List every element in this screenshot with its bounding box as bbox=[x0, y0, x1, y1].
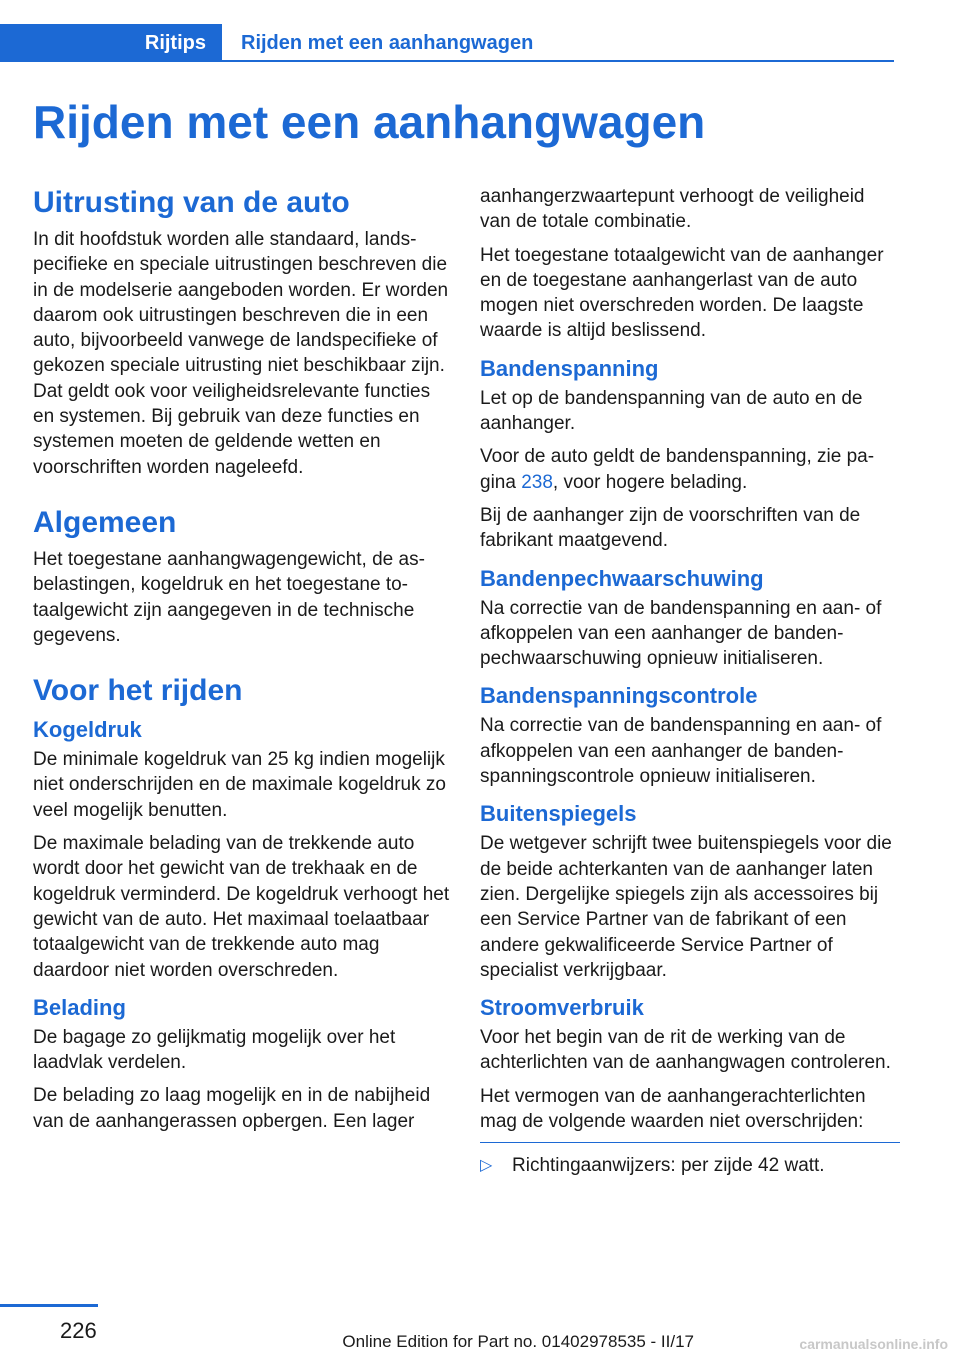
paragraph-stroomverbruik-2: Het vermogen van de aanhangerachterlichten mag de volgende waarden niet overschrijden: bbox=[480, 1085, 866, 1133]
heading-bandenspanning: Bandenspanning bbox=[480, 355, 659, 381]
heading-stroomverbruik: Stroomverbruik bbox=[480, 995, 644, 1021]
heading-bandenpechwaarschuwing: Bandenpechwaarschuwing bbox=[480, 565, 764, 591]
section-tab[interactable] bbox=[0, 24, 222, 62]
paragraph-bandenspanning-2-start: Voor de auto geldt de bandenspanning, zie pagina bbox=[480, 446, 875, 493]
heading-bandenspanningscontrole: Bandenspanningscontrole bbox=[480, 683, 758, 709]
paragraph-totaalgewicht: Het toegestane totaalgewicht van de aanhanger en de toegestane aanhangerlast van de auto mogen niet overschreden worden. De laagste waarde is altijd beslissend. bbox=[480, 244, 884, 342]
heading-voor-het-rijden: Voor het rijden bbox=[33, 674, 243, 708]
right-column bbox=[480, 184, 900, 1179]
paragraph-kogeldruk-1: De minimale kogeldruk van 25 kg indien mogelijk niet onderschrijden en de maximale kogeldruk zo veel mogelijk benutten. bbox=[33, 749, 446, 821]
triangle-bullet-icon: ▷ bbox=[480, 1157, 493, 1175]
section-tab-label: Rijtips bbox=[144, 31, 206, 54]
paragraph-bandenspanning-2-end: , voor hogere belading. bbox=[552, 471, 748, 493]
paragraph-belading-2: De belading zo laag mogelijk en in de nabijheid van de aanhangerassen opbergen. Een lager bbox=[33, 1085, 431, 1132]
page-reference-link[interactable]: 238 bbox=[521, 471, 553, 493]
paragraph-continued: aanhangerzwaartepunt verhoogt de veiligheid van de totale combinatie. bbox=[480, 186, 865, 233]
page-title: Rijden met een aanhangwagen bbox=[33, 96, 706, 148]
list-item bbox=[480, 1142, 900, 1178]
header-rule bbox=[222, 60, 894, 62]
left-column bbox=[33, 184, 453, 1142]
heading-kogeldruk: Kogeldruk bbox=[33, 717, 142, 743]
list-item-text: Richtingaanwijzers: per zijde 42 watt. bbox=[512, 1155, 825, 1177]
paragraph-bandenspanning-3: Bij de aanhanger zijn de voorschriften van de fabrikant maatgevend. bbox=[480, 504, 861, 552]
heading-algemeen: Algemeen bbox=[33, 505, 177, 539]
page-number: 226 bbox=[60, 1318, 97, 1343]
paragraph-buitenspiegels: De wetgever schrijft twee buitenspiegels voor die de beide achterkanten van de aanhanger laten zien. Dergelijke spiegels zijn als accessoires bij een Service Partner van de fabrikant of een andere gekwalificeerde Service Partner of specialist verkrijgbaar. bbox=[480, 833, 892, 981]
paragraph-bandenspanning-1: Let op de bandenspanning van de auto en de aanhanger. bbox=[480, 387, 863, 435]
paragraph-kogeldruk-2: De maximale belading van de trekkende auto wordt door het gewicht van de trekhaak en de kogeldruk verminderd. De kogeldruk verhoogt het gewicht van de auto. Het maximaal toelaatbaar totaalgewicht van de trekkende auto mag daardoor niet worden overschreden. bbox=[33, 833, 450, 981]
footer-rule bbox=[0, 1304, 98, 1307]
heading-belading: Belading bbox=[33, 994, 126, 1020]
watermark: carmanualsonline.info bbox=[799, 1336, 948, 1352]
paragraph-uitrusting: In dit hoofdstuk worden alle standaard, landspecifieke en speciale uitrustingen beschreven die in de modelserie aangeboden worden. Er worden daarom ook uitrustingen beschreven die in een auto, bijvoorbeeld vanwege de landspecifieke of gekozen speciale uitrusting niet beschikbaar zijn. Dat geldt ook voor veiligheidsrelevante functies en systemen. Bij gebruik van deze functies en systemen moeten de geldende wetten en voorschriften worden nageleefd. bbox=[33, 229, 449, 478]
paragraph-bandenspanning-2 bbox=[480, 444, 900, 495]
heading-buitenspiegels: Buitenspiegels bbox=[480, 801, 637, 827]
paragraph-stroomverbruik-1: Voor het begin van de rit de werking van de achterlichten van de aanhangwagen controleren. bbox=[480, 1027, 891, 1074]
heading-uitrusting: Uitrusting van de auto bbox=[33, 186, 350, 219]
paragraph-bandenpechwaarschuwing: Na correctie van de bandenspanning en aan- of afkoppelen van een aanhanger de bandenpechwaarschuwing opnieuw initialiseren. bbox=[480, 597, 882, 670]
paragraph-bandenspanningscontrole: Na correctie van de bandenspanning en aan- of afkoppelen van een aanhanger de bandenspanningscontrole opnieuw initialiseren. bbox=[480, 715, 882, 788]
edition-footer: Online Edition for Part no. 01402978535 - II/17 bbox=[342, 1332, 694, 1351]
paragraph-algemeen: Het toegestane aanhangwagengewicht, de asbelastingen, kogeldruk en het toegestane totaalgewicht zijn aangegeven in de technische gegevens. bbox=[33, 548, 425, 646]
breadcrumb[interactable]: Rijden met een aanhangwagen bbox=[241, 32, 534, 54]
running-header bbox=[0, 24, 894, 62]
paragraph-belading-1: De bagage zo gelijkmatig mogelijk over het laadvlak verdelen. bbox=[33, 1026, 396, 1074]
